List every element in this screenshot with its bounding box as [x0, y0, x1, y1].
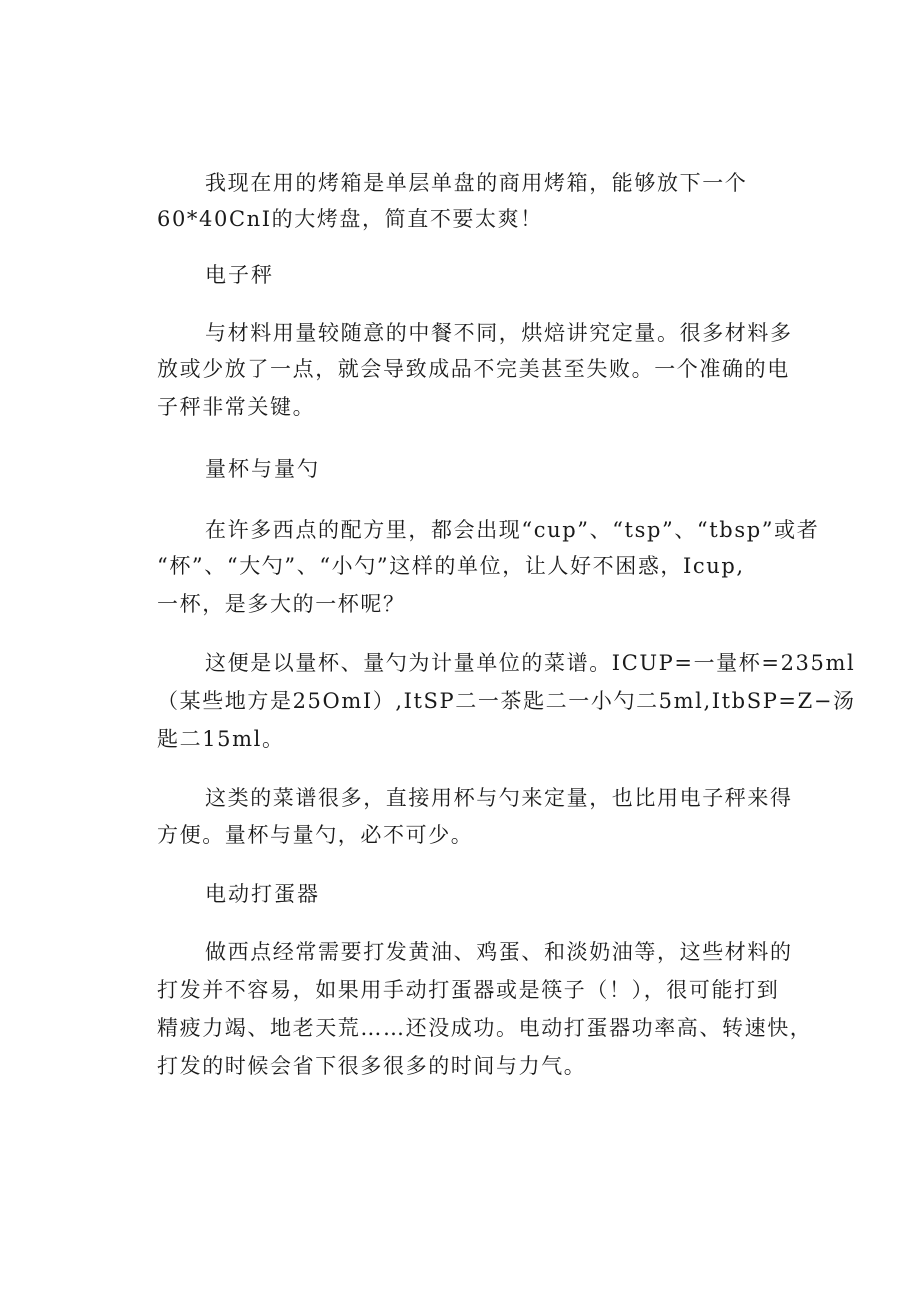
mixer-paragraph-line-2: 打发并不容易，如果用手动打蛋器或是筷子（！），很可能打到	[157, 978, 780, 1002]
cups-heading: 量杯与量勺	[205, 457, 320, 481]
convenience-paragraph-line-2: 方便。量杯与量勺，必不可少。	[157, 823, 474, 847]
units-paragraph-line-2: “杯”、“大勺”、“小勺”这样的单位，让人好不困惑，Icup,	[157, 554, 745, 578]
convenience-paragraph-line-1: 这类的菜谱很多，直接用杯与勺来定量，也比用电子秤来得	[205, 786, 793, 810]
conversion-paragraph-line-1: 这便是以量杯、量勺为计量单位的菜谱。ICUP=一量杯=235ml	[205, 651, 856, 675]
oven-paragraph-line-1: 我现在用的烤箱是单层单盘的商用烤箱，能够放下一个	[205, 171, 748, 195]
mixer-paragraph-line-4: 打发的时候会省下很多很多的时间与力气。	[157, 1054, 587, 1078]
mixer-heading: 电动打蛋器	[205, 882, 320, 906]
scale-paragraph-line-1: 与材料用量较随意的中餐不同，烘焙讲究定量。很多材料多	[205, 321, 793, 345]
mixer-paragraph-line-1: 做西点经常需要打发黄油、鸡蛋、和淡奶油等，这些材料的	[205, 940, 793, 964]
units-paragraph-line-1: 在许多西点的配方里，都会出现“cup”、“tsp”、“tbsp”或者	[205, 518, 820, 542]
oven-paragraph-line-2: 60*40CnI的大烤盘，简直不要太爽！	[157, 207, 543, 231]
scale-heading: 电子秤	[205, 263, 274, 287]
conversion-paragraph-line-2: （某些地方是25OmI）,ItSP二一茶匙二一小勺二5ml,ItbSP=Z−汤	[157, 689, 856, 713]
scale-paragraph-line-3: 子秤非常关键。	[157, 395, 316, 419]
mixer-paragraph-line-3: 精疲力竭、地老天荒……还没成功。电动打蛋器功率高、转速快，	[157, 1016, 813, 1040]
conversion-paragraph-line-3: 匙二15ml。	[157, 727, 285, 751]
units-paragraph-line-3: 一杯，是多大的一杯呢？	[157, 592, 406, 616]
scale-paragraph-line-2: 放或少放了一点，就会导致成品不完美甚至失败。一个准确的电	[157, 357, 790, 381]
